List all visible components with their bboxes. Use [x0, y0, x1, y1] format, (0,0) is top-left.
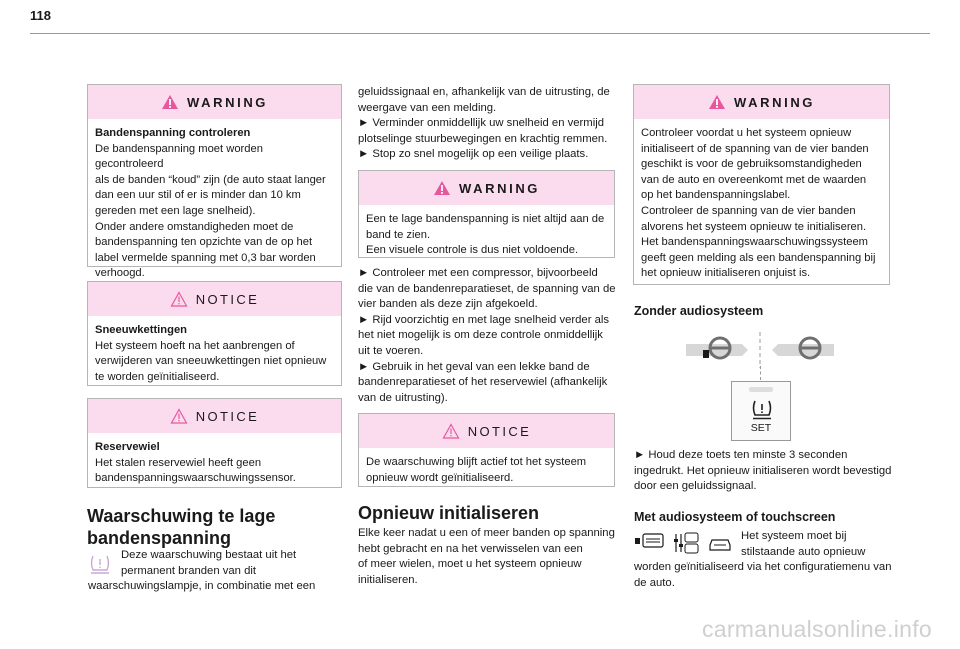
bullet-line: ► Houd deze toets ten minste 3 seconden — [634, 449, 848, 461]
line: of meer wielen, moet u het systeem opnieuw — [358, 558, 582, 571]
notice-box-spare-wheel — [87, 398, 342, 488]
line: geluidssignaal en, afhankelijk van de uitrusting, de — [358, 86, 610, 98]
dashboard-steering-illustration — [680, 328, 840, 370]
subheading-without-audio: Zonder audiosysteem — [634, 304, 764, 318]
line: hebt gebracht en na het verwisselen van een — [358, 542, 583, 555]
notice-triangle-icon — [442, 423, 460, 439]
line: door een geluidssignaal. — [634, 480, 757, 493]
title-line: Waarschuwing te lage — [87, 506, 276, 526]
line: geeft geen melding als een bandenspanning bij — [641, 251, 876, 264]
line: De waarschuwing blijft actief tot het systeem — [366, 456, 587, 468]
line: het opnieuw initialiseren onjuist is. — [641, 267, 811, 280]
set-label: SET — [750, 422, 772, 434]
line: permanent branden van dit — [121, 564, 257, 577]
bullet-line: ► Gebruik in het geval van een lekke band de — [358, 360, 590, 373]
warning-header — [88, 85, 341, 119]
watermark: carmanualsonline.info — [701, 616, 932, 642]
intro-text — [88, 548, 348, 595]
line: initialiseert of de spanning van de vier banden — [641, 142, 869, 155]
col3-sub2-text — [634, 529, 896, 591]
warning-body — [634, 119, 889, 288]
notice-title: NOTICE — [195, 291, 260, 307]
subheading-with-touchscreen: Met audiosysteem of touchscreen — [634, 510, 836, 524]
notice-triangle-icon — [170, 291, 188, 307]
page-number: 118 — [30, 8, 51, 23]
line: verhoogd. — [95, 267, 145, 280]
tyre-pressure-icon — [750, 399, 774, 421]
line: weergave van een melding. — [358, 101, 497, 114]
bullet-line: ► Verminder onmiddellijk uw snelheid en vermijd — [358, 117, 605, 130]
line: als de banden “koud” zijn (de auto staat langer — [95, 173, 326, 186]
notice-header — [88, 399, 341, 433]
line: dan een uur stil of er is minder dan 10 km — [95, 189, 301, 202]
illustration-pointer — [760, 366, 762, 380]
bullet-line: ► Stop zo snel mogelijk op een veilige plaats. — [358, 148, 589, 161]
col2-section-text — [358, 526, 620, 588]
line: alvorens het systeem opnieuw te initialiseren. — [641, 220, 867, 233]
notice-body — [88, 433, 341, 493]
line: worden geïnitialiseerd via het configuratiemenu van — [634, 561, 892, 574]
col3-sub1-text — [634, 448, 896, 495]
notice-title: NOTICE — [467, 423, 532, 439]
line: uit te voeren. — [358, 344, 424, 357]
line: Deze waarschuwing bestaat uit het — [121, 549, 297, 561]
notice-heading: Reservewiel — [95, 441, 160, 453]
line: het niet mogelijk is om deze controle onmiddellijk — [358, 329, 603, 342]
bullet-line: ► Controleer met een compressor, bijvoorbeeld — [358, 267, 598, 279]
line: gereden met een lage snelheid). — [95, 204, 256, 217]
line: plotselinge stuurbewegingen en krachtig remmen. — [358, 132, 608, 145]
line: Elke keer nadat u een of meer banden op spanning — [358, 527, 615, 539]
line: ingedrukt. Het opnieuw initialiseren wordt bevestigd — [634, 464, 892, 477]
line: Controleer voordat u het systeem opnieuw — [641, 127, 852, 139]
warning-triangle-icon — [708, 94, 726, 110]
line: van de auto en overeenkomt met de waarden — [641, 173, 867, 186]
line: Een te lage bandenspanning is niet altijd aan de — [366, 213, 605, 225]
line: Het bandenspanningswaarschuwingssysteem — [641, 236, 868, 249]
warning-header — [359, 171, 614, 205]
line: op het bandenspanningslabel. — [641, 189, 791, 202]
warning-header — [634, 85, 889, 119]
line: bandenspanning ten opzichte van de op het — [95, 236, 313, 249]
tpms-set-button[interactable] — [731, 381, 791, 441]
line: Het systeem moet bij — [741, 530, 847, 542]
notice-title: NOTICE — [195, 408, 260, 424]
line: De bandenspanning moet worden gecontroleerd — [95, 142, 263, 171]
notice-box-warning-active — [358, 413, 615, 487]
line: verwijderen van sneeuwkettingen niet opnieuw — [95, 355, 327, 368]
warning-triangle-icon — [433, 180, 451, 196]
line: opnieuw wordt geïnitialiseerd. — [366, 471, 514, 484]
line: bandenspanningswaarschuwingssensor. — [95, 472, 296, 485]
line: label vermelde spanning met 0,3 bar worden — [95, 251, 316, 264]
warning-triangle-icon — [161, 94, 179, 110]
line: te worden geïnitialiseerd. — [95, 370, 220, 383]
warning-box-visual-check — [358, 170, 615, 258]
line: die van de bandenreparatieset, de spanning van de — [358, 282, 616, 295]
warning-box-tyre-pressure-check — [87, 84, 342, 280]
notice-body — [88, 316, 341, 391]
section-title-reinitialise: Opnieuw initialiseren — [358, 503, 540, 523]
notice-box-snow-chains — [87, 281, 342, 386]
line: de auto. — [634, 576, 675, 589]
warning-heading: Bandenspanning controleren — [95, 127, 251, 139]
warning-body — [88, 119, 341, 288]
warning-title: WARNING — [733, 94, 816, 110]
warning-body — [359, 205, 614, 265]
line: geschikt is voor de gebruiksomstandigheden — [641, 158, 862, 171]
line: bandenreparatieset of het reservewiel (afhankelijk — [358, 376, 608, 389]
line: Het systeem hoeft na het aanbrengen of — [95, 339, 295, 352]
notice-header — [359, 414, 614, 448]
warning-title: WARNING — [458, 180, 541, 196]
line: waarschuwingslampje, in combinatie met een — [88, 580, 316, 593]
line: band te zien. — [366, 228, 431, 241]
warning-box-before-reinit — [633, 84, 890, 285]
top-rule — [30, 33, 930, 34]
notice-triangle-icon — [170, 408, 188, 424]
line: van de uitrusting). — [358, 391, 448, 404]
notice-heading: Sneeuwkettingen — [95, 324, 188, 336]
line: initialiseren. — [358, 573, 418, 586]
warning-title: WARNING — [186, 94, 269, 110]
line: Controleer de spanning van de vier banden — [641, 204, 856, 217]
notice-body — [359, 448, 614, 492]
button-indicator-bar — [749, 387, 773, 392]
col2-mid-text — [358, 266, 620, 406]
line: Een visuele controle is dus niet voldoende. — [366, 244, 579, 257]
title-line: bandenspanning — [87, 528, 231, 548]
section-title-underinflation — [87, 505, 347, 549]
col2-top-text — [358, 85, 618, 163]
line: Onder andere omstandigheden moet de — [95, 220, 294, 233]
bullet-line: ► Rijd voorzichtig en met lage snelheid verder als — [358, 313, 610, 326]
notice-header — [88, 282, 341, 316]
line: vier banden als deze zijn afgekoeld. — [358, 298, 538, 311]
line: stilstaande auto opnieuw — [741, 545, 866, 558]
line: Het stalen reservewiel heeft geen — [95, 456, 262, 469]
